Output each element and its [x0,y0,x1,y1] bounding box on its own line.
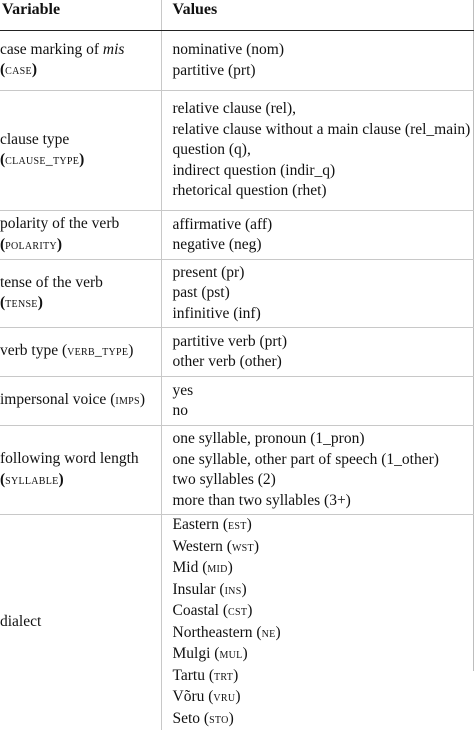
value-item: more than two syllables (3+) [173,491,474,512]
variable-text: case marking of [0,41,103,58]
dialect-name: Seto ( [173,710,210,727]
variable-cell [0,515,161,730]
variable-line [0,150,161,172]
dialect-code: trt [214,669,233,684]
table-row [0,31,474,91]
value-item: indirect question (indir_q) [173,161,474,182]
variable-cell [0,31,161,91]
variable-text: tense of the verb [0,273,161,294]
value-item: negative (neg) [173,235,474,256]
table-row [0,328,474,377]
value-item: present (pr) [173,263,474,284]
dialect-item [173,558,474,580]
value-item: past (pst) [173,283,474,304]
paren-close: ) [247,516,252,533]
dialect-code: ins [225,583,242,598]
variable-cell [0,377,161,426]
value-item: yes [173,381,474,402]
header-row [0,0,474,31]
variable-code: tense [5,296,38,311]
paren-close: ) [32,61,37,78]
table-row [0,426,474,515]
variable-line [0,390,161,412]
variable-text: clause type [0,130,161,151]
variable-line [0,235,161,257]
dialect-name: Tartu ( [173,667,215,684]
table-row [0,515,474,730]
value-item: no [173,401,474,422]
value-item: affirmative (aff) [173,215,474,236]
values-cell [161,426,474,515]
value-item: infinitive (inf) [173,304,474,325]
header-variable: Variable [0,0,161,31]
paren-close: ) [38,294,43,311]
dialect-code: est [228,518,247,533]
variable-line [0,40,161,61]
dialect-item [173,580,474,602]
dialect-code: cst [228,604,247,619]
paren-close: ) [228,559,233,576]
dialect-name: Eastern ( [173,516,229,533]
variable-code: case [5,63,32,78]
dialect-item [173,666,474,688]
variable-cell [0,328,161,377]
dialect-item [173,644,474,666]
variable-cell [0,426,161,515]
variable-cell [0,91,161,211]
dialect-name: Mulgi ( [173,645,220,662]
variable-line [0,60,161,82]
variable-text: polarity of the verb [0,214,161,235]
table-row [0,91,474,211]
dialect-name: Northeastern ( [173,624,262,641]
paren-close: ) [128,342,133,359]
variable-cell [0,211,161,260]
variable-text: impersonal voice ( [0,391,115,408]
variable-line [0,470,161,492]
paren-close: ) [59,471,64,488]
value-item: partitive (prt) [173,61,474,82]
dialect-code: wst [232,540,254,555]
paren-open: ( [0,294,5,311]
value-item: two syllables (2) [173,470,474,491]
paren-close: ) [235,688,240,705]
paren-close: ) [57,236,62,253]
paren-open: ( [0,151,5,168]
dialect-item [173,537,474,559]
values-cell [161,31,474,91]
paren-close: ) [233,667,238,684]
variable-text: dialect [0,612,161,633]
dialect-name: Võru ( [173,688,214,705]
value-item: partitive verb (prt) [173,332,474,353]
paren-open: ( [0,61,5,78]
dialect-code: vru [213,690,235,705]
paren-close: ) [242,581,247,598]
paren-close: ) [243,645,248,662]
paren-close: ) [254,538,259,555]
table-row [0,260,474,328]
dialect-name: Mid ( [173,559,208,576]
table-row [0,211,474,260]
variable-text: following word length [0,449,161,470]
header-values: Values [161,0,474,31]
table-row [0,377,474,426]
dialect-name: Western ( [173,538,232,555]
dialect-code: mid [207,561,227,576]
values-cell [161,328,474,377]
dialect-code: mul [219,647,242,662]
variable-cell [0,260,161,328]
variable-italic-text: mis [103,41,125,58]
dialect-item [173,709,474,730]
value-item: other verb (other) [173,352,474,373]
value-item: one syllable, pronoun (1_pron) [173,429,474,450]
dialect-name: Coastal ( [173,602,229,619]
value-item: relative clause (rel), [173,99,474,120]
paren-close: ) [275,624,280,641]
paren-close: ) [79,151,84,168]
dialect-item [173,601,474,623]
values-cell [161,91,474,211]
dialect-code: ne [262,626,276,641]
value-item: nominative (nom) [173,40,474,61]
variable-line [0,341,161,363]
variable-line [0,293,161,315]
dialect-item [173,623,474,645]
variable-code: syllable [5,473,58,488]
value-item: rhetorical question (rhet) [173,181,474,202]
dialect-code: sto [209,712,229,727]
variable-text: verb type ( [0,342,67,359]
paren-close: ) [140,391,145,408]
paren-open: ( [0,236,5,253]
paren-open: ( [0,471,5,488]
variable-code: clause_type [5,153,79,168]
values-cell [161,377,474,426]
value-item: one syllable, other part of speech (1_other) [173,450,474,471]
variable-code: imps [115,393,139,408]
paren-close: ) [229,710,234,727]
paren-close: ) [247,602,252,619]
dialect-item [173,515,474,537]
values-cell [161,260,474,328]
dialect-name: Insular ( [173,581,225,598]
variable-code: verb_type [67,344,128,359]
value-item: relative clause without a main clause (rel_main) [173,120,474,141]
values-cell [161,211,474,260]
value-item: question (q), [173,140,474,161]
variable-code: polarity [5,238,57,253]
dialect-item [173,687,474,709]
values-cell [161,515,474,730]
